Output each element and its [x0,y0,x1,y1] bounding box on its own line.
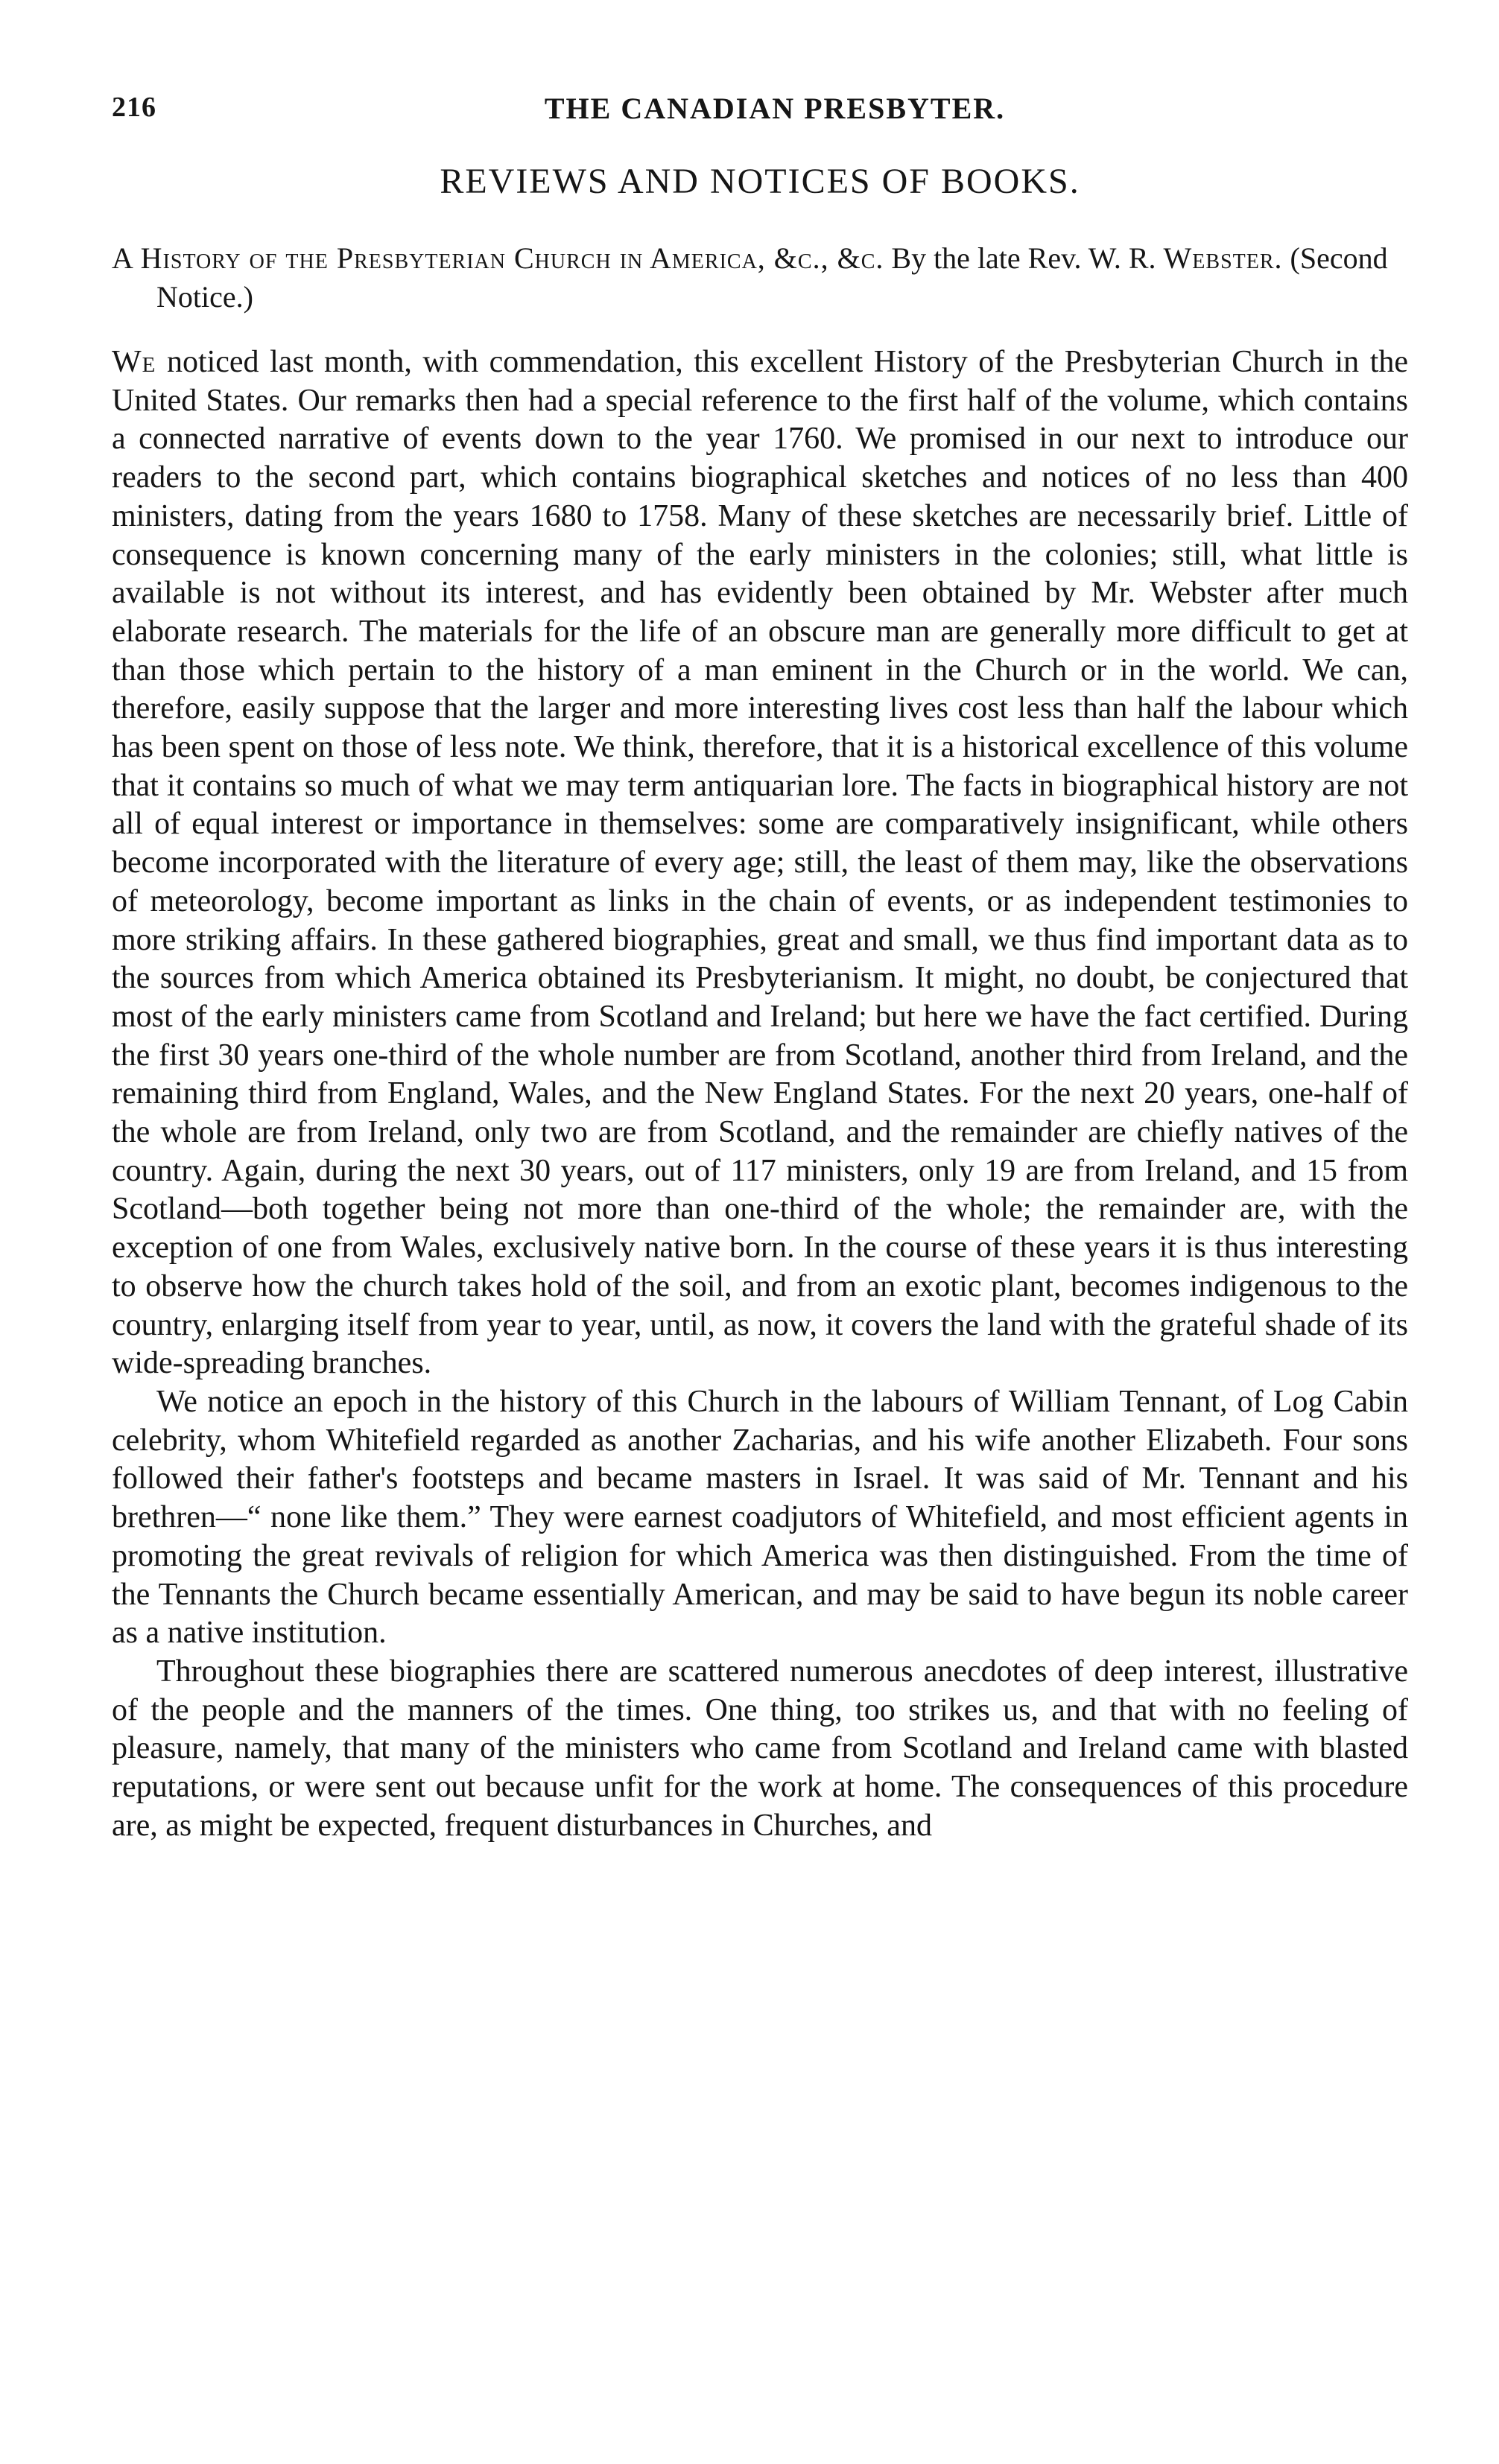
journal-page [112,82,1408,1845]
review-body [112,343,1408,1845]
book-author-surname: Webster. [1163,241,1283,275]
book-author-line: By the late Rev. W. R. [891,241,1156,275]
paragraph-lead-word: We [112,345,156,379]
book-heading [112,239,1408,317]
paragraph-1 [112,343,1408,1383]
paragraph-text: We notice an epoch in the history of this Church in the labours of William Tennant, of Log Cabin celebrity, whom Whitefield regarded as another Zacharias, and his wife another Elizabeth. Four sons followed their father's footsteps and became masters in Israel. It was said of Mr. Tennant and his brethren—“ none like them.” They were earnest coadjutors of Whitefield, and most efficient agents in promoting the great revivals of religion for which America was then distinguished. From the time of the Tennants the Church became essentially American, and may be said to have begun its noble career as a native institution. [112,1384,1408,1651]
section-title: REVIEWS AND NOTICES OF BOOKS. [440,162,1080,201]
paragraph-3 [112,1653,1408,1846]
journal-title: THE CANADIAN PRESBYTER. [544,92,1006,125]
book-title: A History of the Presbyterian Church in America, &c., &c. [112,241,884,275]
book-notice: (Second Notice.) [156,241,1388,314]
paragraph-2 [112,1383,1408,1653]
paragraph-text: noticed last month, with commendation, this excellent History of the Presbyterian Church in the United States. Our remarks then had a special reference to the first half of the volume, which contains a connected narrative of events down to the year 1760. We promised in our next to introduce our readers to the second part, which contains biographical sketches and notices of no less than 400 ministers, dating from the years 1680 to 1758. Many of these sketches are necessarily brief. Little of consequence is known concerning many of the early ministers in the colonies; still, what little is available is not without its interest, and has evidently been obtained by Mr. Webster after much elaborate research. The materials for the life of an obscure man are generally more difficult to get at than those which pertain to the history of a man eminent in the Church or in the world. We can, therefore, easily suppose that the larger and more interesting lives cost less than half the labour which has been spent on those of less note. We think, therefore, that it is a historical excellence of this volume that it contains so much of what we may term antiquarian lore. The facts in biographical history are not all of equal interest or importance in themselves: some are comparatively insignificant, while others become incorporated with the literature of every age; still, the least of them may, like the observations of meteorology, become important as links in the chain of events, or as independent testimonies to more striking affairs. In these gathered biographies, great and small, we thus find important data as to the sources from which America obtained its Presbyterianism. It might, no doubt, be conjectured that most of the early ministers came from Scotland and Ireland; but here we have the fact certified. During the first 30 years one-third of the whole number are from Scotland, another third from Ireland, and the remaining third from England, Wales, and the New England States. For the next 20 years, one-half of the whole are from Ireland, only two are from Scotland, and the remainder are chiefly natives of the country. Again, during the next 30 years, out of 117 ministers, only 19 are from Ireland, and 15 from Scotland—both together being not more than one-third of the whole; the remainder are, with the exception of one from Wales, exclusively native born. In the course of these years it is thus interesting to observe how the church takes hold of the soil, and from an exotic plant, becomes indigenous to the country, enlarging itself from year to year, until, as now, it covers the land with the grateful shade of its wide-spreading branches. [112,345,1409,1381]
running-head [112,82,1408,134]
page-number: 216 [112,92,156,123]
paragraph-text: Throughout these biographies there are scattered numerous anecdotes of deep interest, illustrative of the people and the manners of the times. One thing, too strikes us, and that with no feeling of pleasure, namely, that many of the ministers who came from Scotland and Ireland came with blasted reputations, or were sent out because unfit for the work at home. The consequences of this procedure are, as might be expected, frequent disturbances in Churches, and [112,1654,1408,1843]
